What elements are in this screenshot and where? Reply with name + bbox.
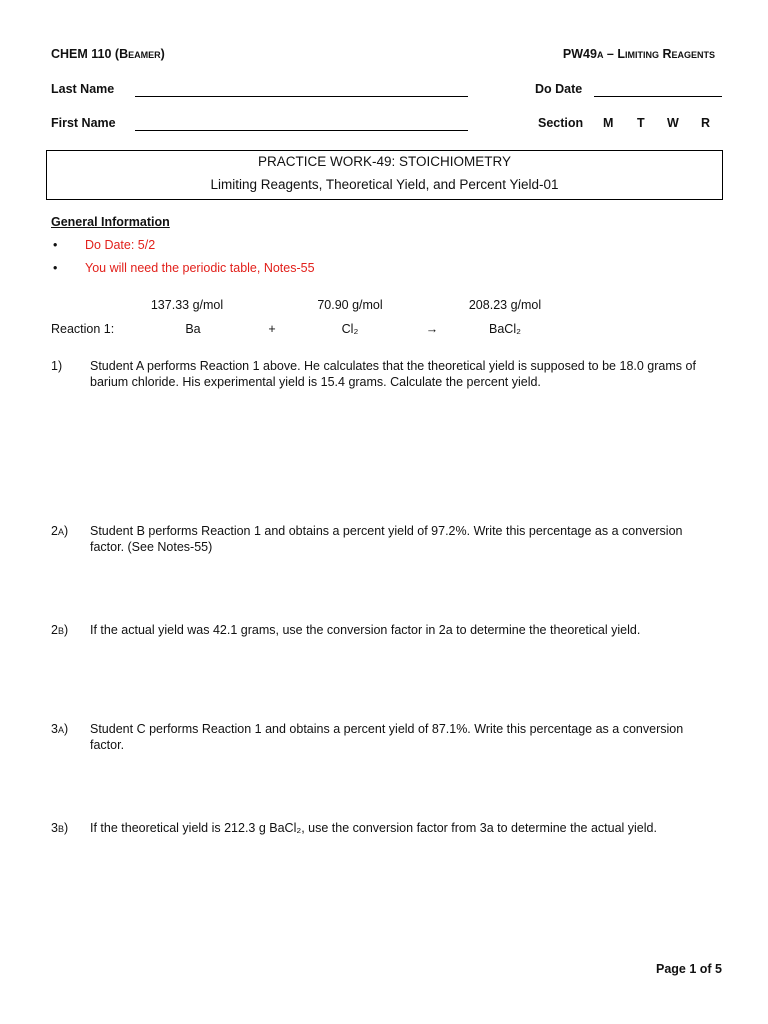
do-date-label: Do Date — [535, 82, 583, 96]
general-info-heading: General Information — [51, 215, 170, 229]
reaction-arrow-icon: → — [425, 322, 439, 336]
reaction-label: Reaction 1: — [51, 322, 115, 336]
section-day-m[interactable]: M — [603, 116, 614, 130]
molar-mass-cl2: 70.90 g/mol — [317, 298, 383, 312]
first-name-label: First Name — [51, 116, 116, 130]
question-text: If the actual yield was 42.1 grams, use the conversion factor in 2a to determine the theoretical yield. — [90, 623, 641, 637]
title-line-1: PRACTICE WORK-49: STOICHIOMETRY — [257, 154, 512, 169]
product-bacl2: BaCl₂ — [489, 322, 521, 336]
question-number: 1) — [51, 359, 63, 373]
title-box — [46, 150, 723, 200]
bullet-icon: • — [53, 238, 58, 252]
question-number: 3a) — [51, 722, 69, 736]
last-name-label: Last Name — [51, 82, 115, 96]
question-number: 2b) — [51, 623, 69, 637]
question-text: If the theoretical yield is 212.3 g BaCl₂, use the conversion factor from 3a to determine the actual yield. — [90, 821, 657, 835]
question-text: Student A performs Reaction 1 above. He calculates that the theoretical yield is supposed to be 18.0 grams of barium chloride. His experimental yield is 15.4 grams. Calculate the percent yield. — [90, 359, 696, 389]
question-text: Student B performs Reaction 1 and obtains a percent yield of 97.2%. Write this percentage as a conversion factor. (See Notes-55) — [90, 524, 683, 554]
molar-mass-bacl2: 208.23 g/mol — [468, 298, 542, 312]
reactant-ba: Ba — [185, 322, 201, 336]
question-number: 3b) — [51, 821, 69, 835]
bullet-do-date: Do Date: 5/2 — [85, 238, 156, 252]
do-date-field[interactable] — [594, 82, 722, 97]
title-line-2: Limiting Reagents, Theoretical Yield, and Percent Yield-01 — [210, 177, 559, 192]
course-title: CHEM 110 (Beamer) — [51, 47, 165, 61]
section-day-t[interactable]: T — [637, 116, 645, 130]
first-name-field[interactable] — [135, 116, 468, 131]
worksheet-title: PW49a – Limiting Reagents — [562, 47, 715, 61]
section-label: Section — [538, 116, 584, 130]
question-text: Student C performs Reaction 1 and obtains a percent yield of 87.1%. Write this percentage as a conversion factor. — [90, 722, 684, 752]
section-day-w[interactable]: W — [667, 116, 679, 130]
section-day-r[interactable]: R — [701, 116, 711, 130]
bullet-periodic-table: You will need the periodic table, Notes-55 — [85, 261, 315, 275]
molar-mass-ba: 137.33 g/mol — [150, 298, 224, 312]
last-name-field[interactable] — [135, 82, 468, 97]
question-number: 2a) — [51, 524, 69, 538]
reactant-cl2: Cl₂ — [341, 322, 359, 336]
bullet-icon: • — [53, 261, 58, 275]
plus-sign: + — [268, 322, 276, 336]
page-number: Page 1 of 5 — [656, 962, 722, 976]
